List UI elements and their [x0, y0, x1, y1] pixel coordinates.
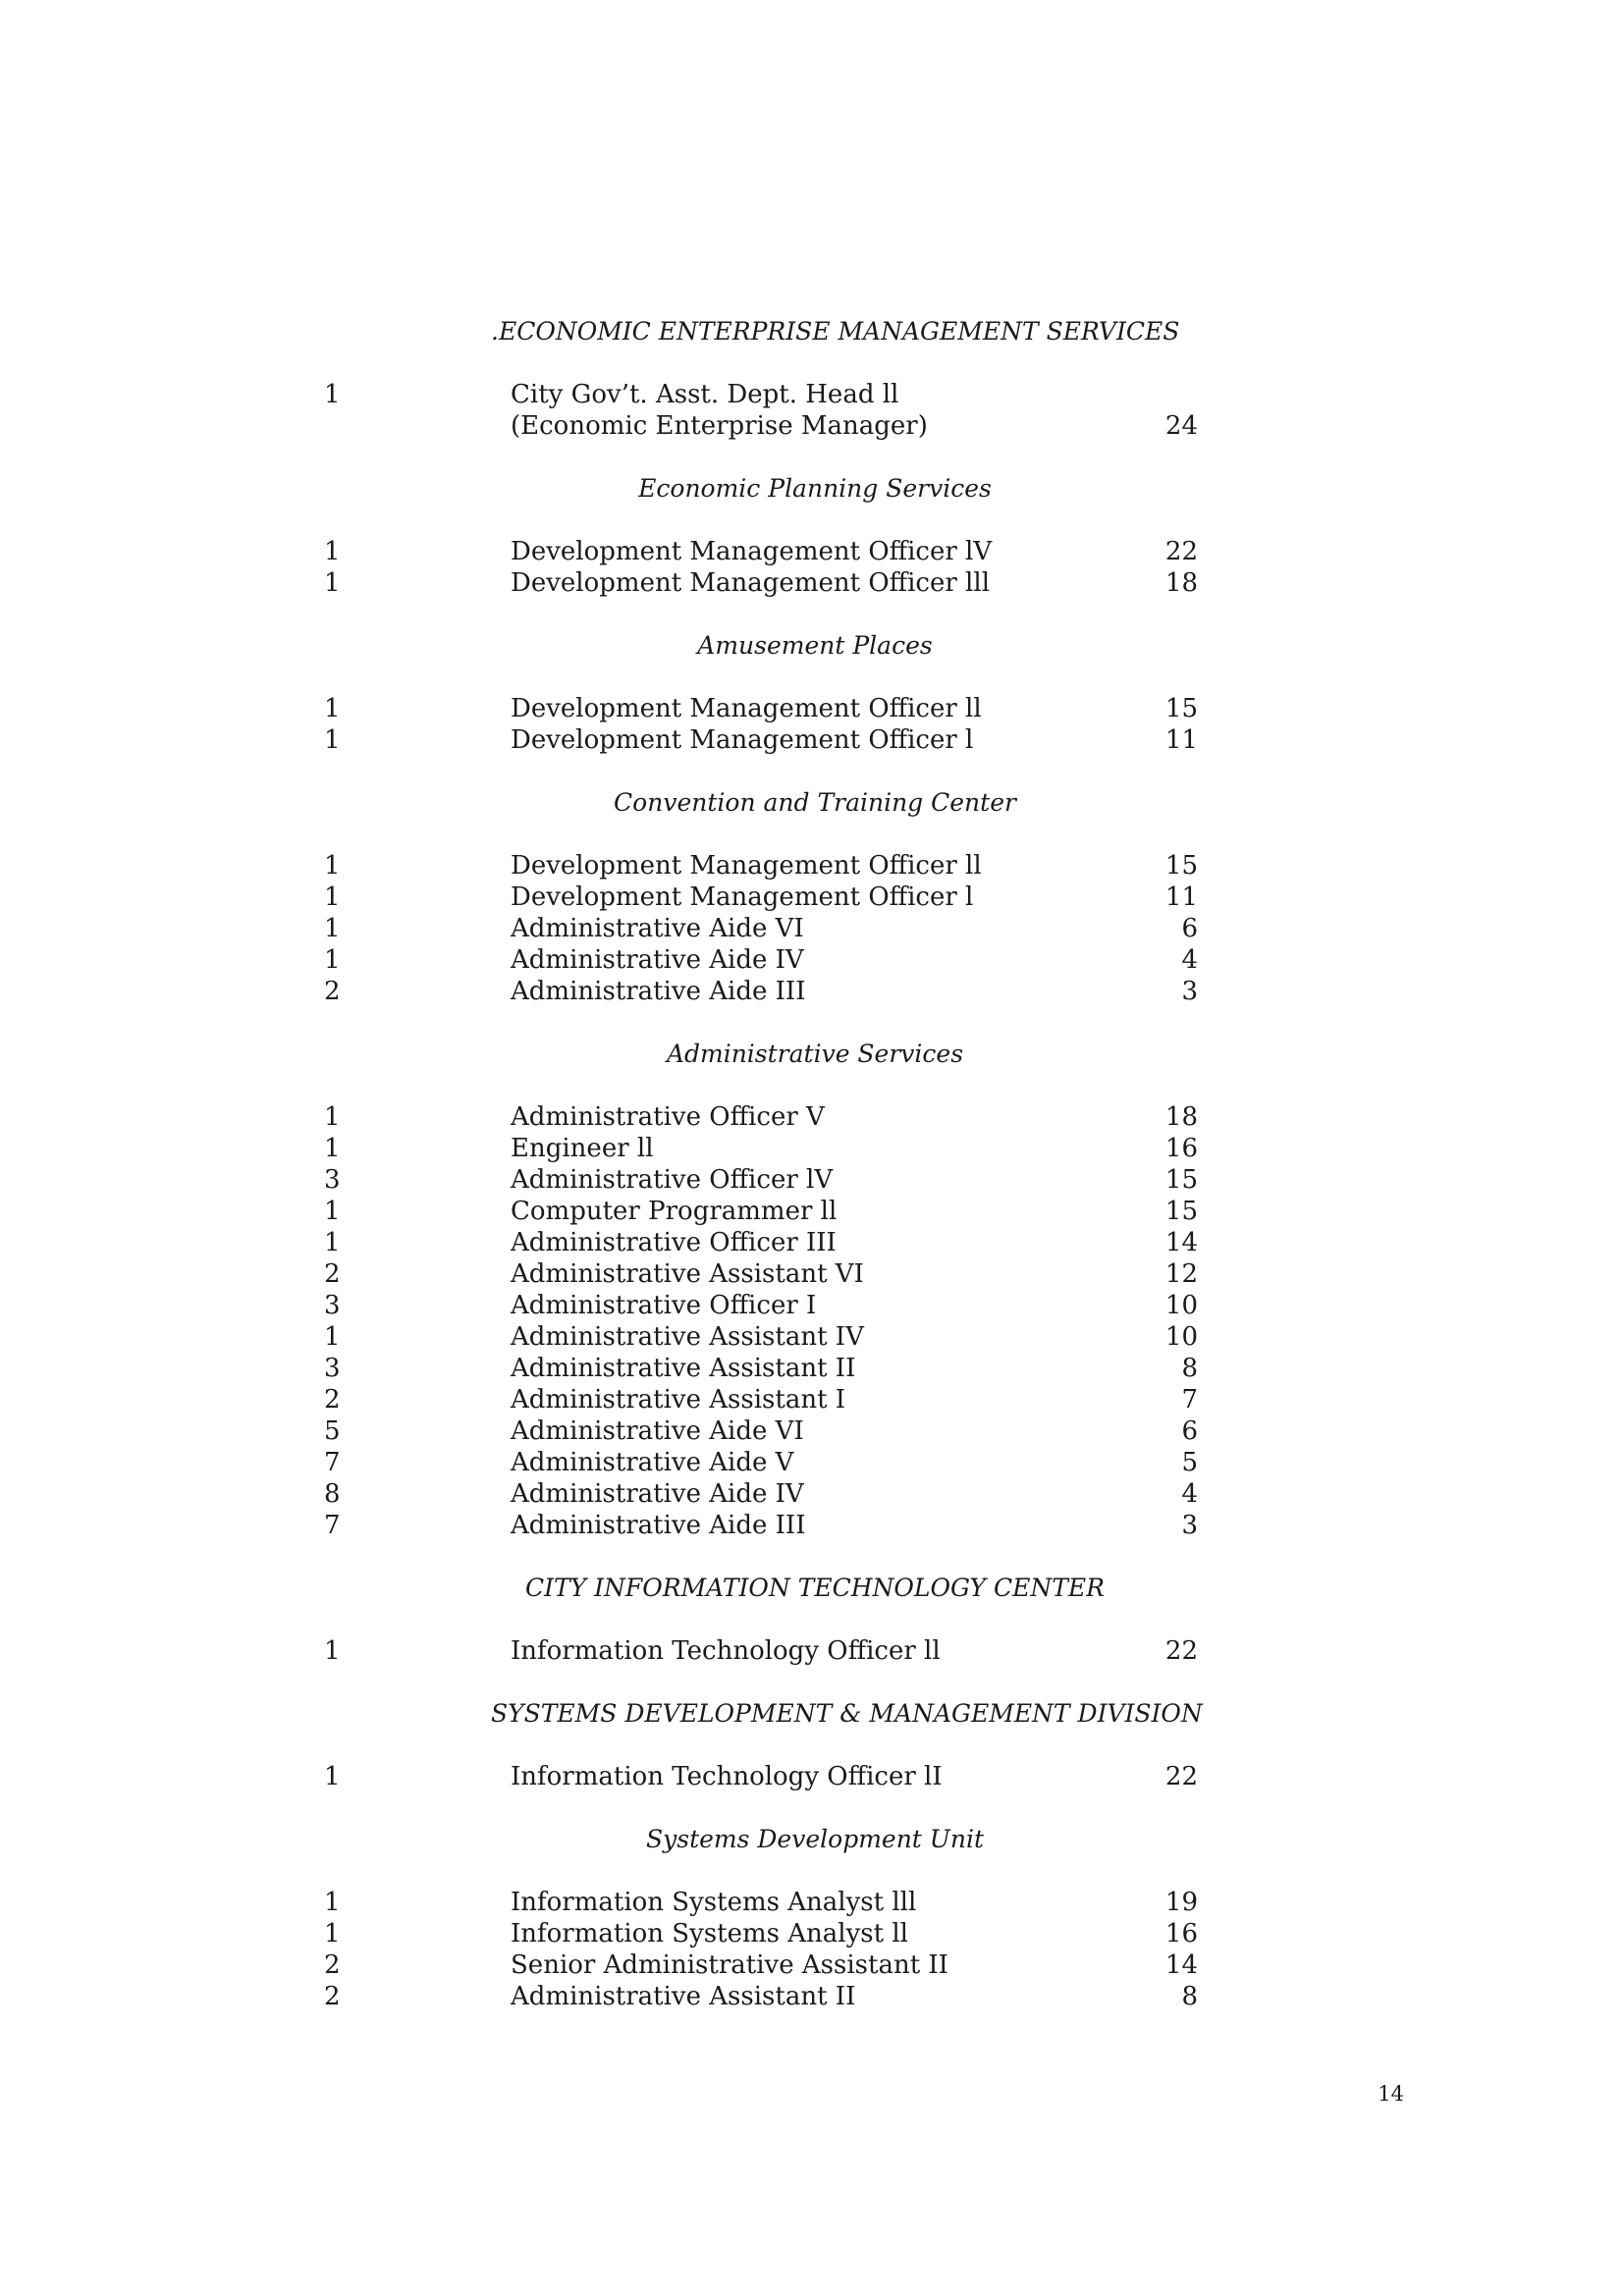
position-row — [324, 1353, 1247, 1384]
position-title: Administrative Officer V — [511, 1102, 825, 1132]
position-title-cell — [511, 1101, 1139, 1133]
salary-grade: 15 — [1164, 851, 1198, 881]
position-quantity: 7 — [324, 1448, 341, 1477]
salary-grade: 12 — [1164, 1259, 1198, 1289]
section-heading: Economic Planning Services — [638, 474, 992, 503]
position-quantity: 2 — [324, 1259, 341, 1289]
position-quantity: 1 — [324, 1228, 341, 1257]
position-title-cell — [511, 1290, 1139, 1321]
position-title: Computer Programmer ll — [511, 1197, 838, 1226]
position-quantity: 2 — [324, 1385, 341, 1415]
page-number: 14 — [1378, 2082, 1404, 2106]
salary-grade: 10 — [1164, 1322, 1198, 1352]
salary-grade: 18 — [1164, 568, 1198, 598]
section-heading: Administrative Services — [666, 1040, 964, 1068]
salary-grade: 4 — [1181, 945, 1198, 975]
position-title-line2: (Economic Enterprise Manager) — [511, 411, 928, 441]
position-title: Development Management Officer ll — [511, 694, 982, 723]
position-row — [324, 536, 1247, 567]
position-row — [324, 379, 1247, 442]
position-row — [324, 1478, 1247, 1510]
position-title-cell — [511, 1478, 1139, 1510]
salary-grade: 4 — [1181, 1479, 1198, 1509]
position-title: Administrative Aide VI — [511, 1416, 804, 1446]
position-title-cell — [511, 850, 1139, 881]
position-title-cell — [511, 976, 1139, 1007]
salary-grade: 6 — [1181, 914, 1198, 943]
position-quantity: 1 — [324, 568, 341, 598]
position-row — [324, 1133, 1247, 1164]
position-quantity: 2 — [324, 1982, 341, 2011]
position-title-cell — [511, 1447, 1139, 1478]
position-title: Development Management Officer l — [511, 725, 974, 755]
position-quantity: 1 — [324, 694, 341, 723]
position-row — [324, 1227, 1247, 1258]
position-title: Information Systems Analyst ll — [511, 1919, 908, 1949]
salary-grade: 8 — [1181, 1982, 1198, 2011]
salary-grade: 24 — [1164, 411, 1198, 441]
position-quantity: 2 — [324, 1950, 341, 1980]
position-title: Administrative Assistant VI — [511, 1259, 864, 1289]
position-title: Information Technology Officer lI — [511, 1762, 943, 1791]
position-title: Administrative Assistant IV — [511, 1322, 864, 1352]
section-heading: .ECONOMIC ENTERPRISE MANAGEMENT SERVICES — [491, 317, 1180, 346]
position-title-cell — [511, 944, 1139, 976]
position-title-cell — [511, 1258, 1139, 1290]
position-title-cell — [511, 881, 1139, 913]
salary-grade: 3 — [1181, 1511, 1198, 1540]
position-quantity: 1 — [324, 1322, 341, 1352]
position-title: Development Management Officer lll — [511, 568, 991, 598]
position-quantity: 1 — [324, 851, 341, 881]
position-row — [324, 944, 1247, 976]
position-row — [324, 1918, 1247, 1949]
position-row — [324, 1415, 1247, 1447]
salary-grade: 11 — [1164, 725, 1198, 755]
section-heading: CITY INFORMATION TECHNOLOGY CENTER — [524, 1574, 1105, 1602]
position-title-cell — [511, 1761, 1139, 1792]
position-title: Information Systems Analyst lll — [511, 1888, 917, 1917]
position-quantity: 1 — [324, 945, 341, 975]
position-title-cell — [511, 1918, 1139, 1949]
salary-grade: 22 — [1164, 1762, 1198, 1791]
section-heading: SYSTEMS DEVELOPMENT & MANAGEMENT DIVISION — [491, 1699, 1203, 1728]
position-title-cell — [511, 1635, 1139, 1667]
position-title-cell — [511, 536, 1139, 567]
plantilla-listing — [324, 316, 1247, 2012]
position-row — [324, 1196, 1247, 1227]
position-title: Engineer ll — [511, 1134, 654, 1163]
position-quantity: 8 — [324, 1479, 341, 1509]
section-heading: Amusement Places — [697, 631, 933, 660]
salary-grade: 11 — [1164, 882, 1198, 912]
position-title-cell — [511, 567, 1139, 599]
salary-grade: 8 — [1181, 1354, 1198, 1383]
position-title: City Gov’t. Asst. Dept. Head ll — [511, 380, 899, 409]
position-quantity: 3 — [324, 1165, 341, 1195]
position-title-cell — [511, 1949, 1139, 1981]
position-title-cell — [511, 1415, 1139, 1447]
salary-grade: 3 — [1181, 977, 1198, 1006]
position-row — [324, 1321, 1247, 1353]
salary-grade: 18 — [1164, 1102, 1198, 1132]
position-quantity: 5 — [324, 1416, 341, 1446]
position-title-cell — [511, 1133, 1139, 1164]
position-quantity: 1 — [324, 725, 341, 755]
salary-grade: 10 — [1164, 1291, 1198, 1320]
position-row — [324, 1887, 1247, 1918]
position-quantity: 1 — [324, 1102, 341, 1132]
section-heading: Convention and Training Center — [614, 788, 1016, 817]
position-row — [324, 1510, 1247, 1541]
position-title: Administrative Aide III — [511, 1511, 806, 1540]
position-title-cell — [511, 724, 1139, 756]
position-row — [324, 1447, 1247, 1478]
position-row — [324, 1384, 1247, 1415]
salary-grade: 14 — [1164, 1228, 1198, 1257]
position-title-cell — [511, 1196, 1139, 1227]
position-title-cell — [511, 1321, 1139, 1353]
position-title: Development Management Officer l — [511, 882, 974, 912]
section-heading: Systems Development Unit — [645, 1825, 985, 1853]
position-row — [324, 1290, 1247, 1321]
position-row — [324, 1635, 1247, 1667]
position-title: Administrative Aide V — [511, 1448, 794, 1477]
position-title-cell — [511, 379, 1139, 442]
position-title-cell — [511, 1353, 1139, 1384]
position-quantity: 1 — [324, 1197, 341, 1226]
position-title: Administrative Officer I — [511, 1291, 817, 1320]
position-title-cell — [511, 1384, 1139, 1415]
position-row — [324, 881, 1247, 913]
position-title: Development Management Officer lV — [511, 537, 993, 566]
salary-grade: 15 — [1164, 1165, 1198, 1195]
position-row — [324, 850, 1247, 881]
position-title: Administrative Officer III — [511, 1228, 837, 1257]
position-quantity: 7 — [324, 1511, 341, 1540]
position-quantity: 3 — [324, 1291, 341, 1320]
position-row — [324, 1981, 1247, 2012]
position-row — [324, 724, 1247, 756]
position-quantity: 1 — [324, 1636, 341, 1666]
position-title-cell — [511, 693, 1139, 724]
position-row — [324, 1258, 1247, 1290]
position-title: Senior Administrative Assistant II — [511, 1950, 948, 1980]
position-quantity: 1 — [324, 537, 341, 566]
position-quantity: 1 — [324, 1919, 341, 1949]
salary-grade: 16 — [1164, 1134, 1198, 1163]
position-row — [324, 1164, 1247, 1196]
salary-grade: 15 — [1164, 694, 1198, 723]
salary-grade: 16 — [1164, 1919, 1198, 1949]
position-quantity: 1 — [324, 1888, 341, 1917]
position-title-cell — [511, 913, 1139, 944]
position-quantity: 1 — [324, 380, 341, 409]
position-title-cell — [511, 1887, 1139, 1918]
salary-grade: 22 — [1164, 1636, 1198, 1666]
position-title: Administrative Assistant II — [511, 1354, 856, 1383]
position-quantity: 3 — [324, 1354, 341, 1383]
position-title: Administrative Assistant I — [511, 1385, 846, 1415]
position-quantity: 1 — [324, 882, 341, 912]
salary-grade: 7 — [1181, 1385, 1198, 1415]
salary-grade: 19 — [1164, 1888, 1198, 1917]
position-quantity: 2 — [324, 977, 341, 1006]
position-row — [324, 567, 1247, 599]
position-quantity: 1 — [324, 1134, 341, 1163]
salary-grade: 6 — [1181, 1416, 1198, 1446]
position-row — [324, 693, 1247, 724]
position-title: Administrative Aide III — [511, 977, 806, 1006]
position-title-cell — [511, 1510, 1139, 1541]
position-row — [324, 1761, 1247, 1792]
position-quantity: 1 — [324, 914, 341, 943]
position-row — [324, 976, 1247, 1007]
salary-grade: 22 — [1164, 537, 1198, 566]
position-title-cell — [511, 1227, 1139, 1258]
position-title: Administrative Aide IV — [511, 945, 804, 975]
position-title: Development Management Officer ll — [511, 851, 982, 881]
salary-grade: 14 — [1164, 1950, 1198, 1980]
position-title: Administrative Assistant II — [511, 1982, 856, 2011]
position-title: Administrative Aide IV — [511, 1479, 804, 1509]
position-title-cell — [511, 1164, 1139, 1196]
salary-grade: 5 — [1181, 1448, 1198, 1477]
position-quantity: 1 — [324, 1762, 341, 1791]
salary-grade: 15 — [1164, 1197, 1198, 1226]
position-row — [324, 1949, 1247, 1981]
position-title: Administrative Officer lV — [511, 1165, 834, 1195]
position-title: Administrative Aide VI — [511, 914, 804, 943]
position-row — [324, 1101, 1247, 1133]
position-title: Information Technology Officer ll — [511, 1636, 941, 1666]
position-title-cell — [511, 1981, 1139, 2012]
position-row — [324, 913, 1247, 944]
